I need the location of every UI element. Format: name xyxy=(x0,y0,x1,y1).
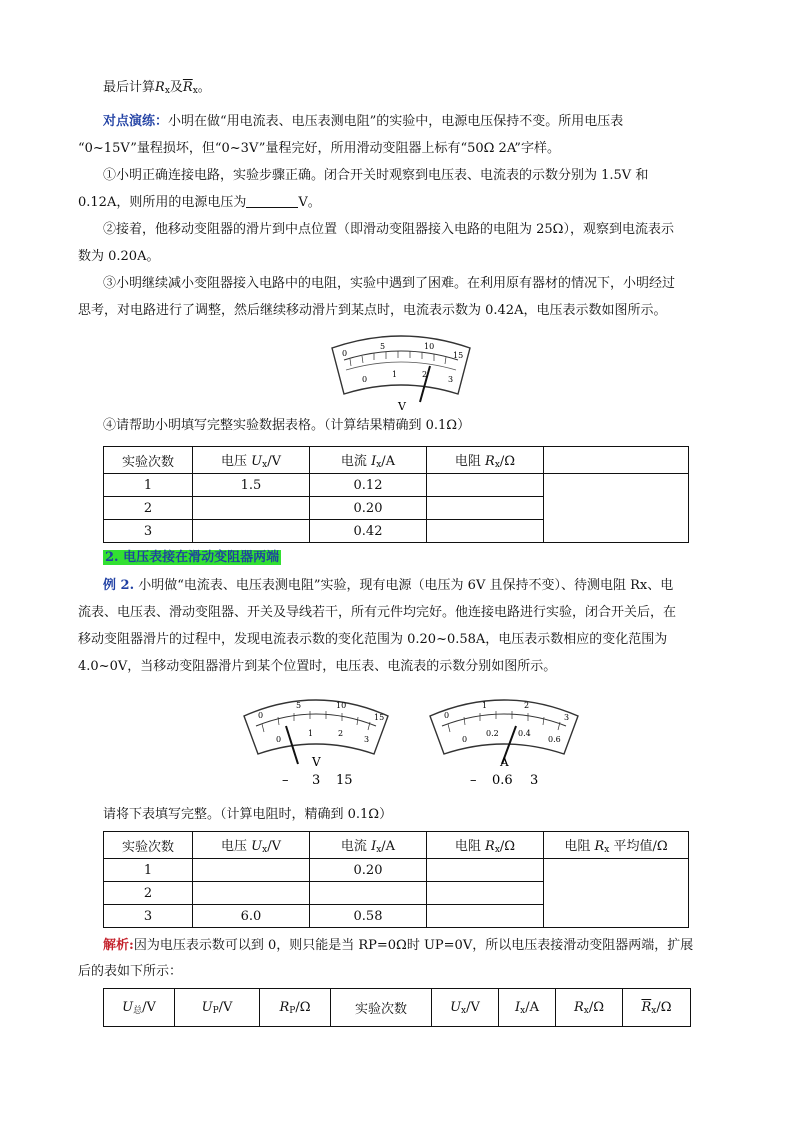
svg-text:A: A xyxy=(500,755,509,769)
practice-step-3a: ③小明继续减小变阻器接入电路中的电阻，实验中遇到了困难。在利用原有器材的情况下，小明经过 xyxy=(103,276,676,291)
ext-header: 实验次数 xyxy=(331,989,432,1027)
example-paragraph-1: 例 2. 小明做“电流表、电压表测电阻”实验，现有电源（电压为 6V 且保持不变）、待测电阻 Rx、电 xyxy=(103,578,674,593)
practice-label: 对点演练： xyxy=(103,114,169,129)
svg-text:1: 1 xyxy=(308,729,314,738)
table-header: 电阻 $R_x$ 平均值/Ω xyxy=(544,832,689,859)
svg-text:V: V xyxy=(312,755,321,769)
svg-text:2: 2 xyxy=(338,729,344,738)
svg-text:15: 15 xyxy=(374,713,385,722)
practice-step-3b: 思考，对电路进行了调整，然后继续移动滑片到某点时，电流表示数为 0.42A，电压表示数如图所示。 xyxy=(78,303,667,318)
table-row: 1 1.5 0.12 xyxy=(104,474,689,497)
svg-text:V: V xyxy=(398,400,406,412)
table-header: 电流 $I_x/A$ xyxy=(310,447,427,474)
table-row: 3 0.42 xyxy=(104,520,689,543)
answer-blank[interactable] xyxy=(246,194,298,208)
svg-text:1: 1 xyxy=(482,701,488,710)
ammeter-figure xyxy=(424,688,584,794)
practice-paragraph-2: “0~15V”量程损坏，但“0~3V”量程完好，所用滑动变阻器上标有“50Ω 2A”字样。 xyxy=(78,141,560,156)
table-row: 2 0.20 xyxy=(104,497,689,520)
table-header: 电压 $U_x/V$ xyxy=(193,832,310,859)
svg-text:1: 1 xyxy=(392,370,398,379)
svg-text:0: 0 xyxy=(362,375,368,384)
table-instruction: 请将下表填写完整。（计算电阻时，精确到 0.1Ω） xyxy=(103,807,393,822)
svg-text:–: – xyxy=(470,773,477,788)
practice-step-4: ④请帮助小明填写完整实验数据表格。（计算结果精确到 0.1Ω） xyxy=(103,418,471,433)
data-table-2 xyxy=(103,831,689,928)
example-label: 例 2. xyxy=(103,578,135,593)
ext-header: $R_P/\Omega$ xyxy=(260,989,331,1027)
svg-text:0: 0 xyxy=(342,349,348,358)
table-row: 2 xyxy=(104,882,689,905)
practice-step-1a: ①小明正确连接电路，实验步骤正确。闭合开关时观察到电压表、电流表的示数分别为 1.5V 和 xyxy=(103,168,649,183)
extended-table xyxy=(103,988,691,1027)
svg-text:5: 5 xyxy=(380,342,386,351)
analysis-label: 解析: xyxy=(103,938,134,953)
practice-step-2b: 数为 0.20A。 xyxy=(78,249,160,264)
svg-text:–: – xyxy=(282,773,289,788)
analysis-paragraph-1: 解析:因为电压表示数可以到 0，则只能是当 RP=0Ω时 UP=0V，所以电压表接滑动变阻器两端，扩展 xyxy=(103,938,694,953)
table-header: 实验次数 xyxy=(104,832,193,859)
voltmeter-figure-1 xyxy=(328,330,474,412)
svg-text:10: 10 xyxy=(424,342,435,351)
svg-text:3: 3 xyxy=(564,713,570,722)
ext-header: $U_总/V$ xyxy=(104,989,175,1027)
svg-text:0.4: 0.4 xyxy=(518,729,531,738)
svg-text:0: 0 xyxy=(444,711,450,720)
svg-text:0.2: 0.2 xyxy=(486,729,499,738)
table-header: 电压 $U_x/V$ xyxy=(193,447,310,474)
svg-text:0.6: 0.6 xyxy=(548,735,561,744)
svg-text:15: 15 xyxy=(336,773,353,788)
table-header: 电流 $I_x/A$ xyxy=(310,832,427,859)
ext-header: $R_x/\Omega$ xyxy=(556,989,623,1027)
section-title: 2. 电压表接在滑动变阻器两端 xyxy=(105,550,280,565)
svg-text:0: 0 xyxy=(462,735,468,744)
ext-header: $U_x/V$ xyxy=(432,989,499,1027)
svg-text:10: 10 xyxy=(336,701,347,710)
practice-step-1b: 0.12A，则所用的电源电压为 V。 xyxy=(78,195,321,210)
table-header xyxy=(544,447,689,474)
ext-header: $\overline{R}_x/\Omega$ xyxy=(623,989,691,1027)
svg-text:3: 3 xyxy=(364,735,370,744)
svg-text:15: 15 xyxy=(453,351,464,360)
svg-text:0: 0 xyxy=(258,711,264,720)
svg-text:0.6: 0.6 xyxy=(492,773,513,788)
practice-paragraph-1: 对点演练：小明在做“用电流表、电压表测电阻”的实验中，电源电压保持不变。所用电压表 xyxy=(103,114,624,129)
svg-text:5: 5 xyxy=(296,701,302,710)
table-row: 3 6.0 0.58 xyxy=(104,905,689,928)
table-header: 电阻 $R_x/\Omega$ xyxy=(427,447,544,474)
example-paragraph-3: 移动变阻器滑片的过程中，发现电流表示数的变化范围为 0.20~0.58A，电压表示数相应的变化范围为 xyxy=(78,632,668,647)
svg-text:3: 3 xyxy=(312,773,321,788)
example-paragraph-2: 流表、电压表、滑动变阻器、开关及导线若干，所有元件均完好。他连接电路进行实验，闭合开关后，在 xyxy=(78,605,677,620)
svg-text:3: 3 xyxy=(448,375,454,384)
table-row: 1 0.20 xyxy=(104,859,689,882)
analysis-paragraph-2: 后的表如下所示： xyxy=(78,964,183,979)
table-header: 实验次数 xyxy=(104,447,193,474)
intro-line: 最后计算$R_x$及$\overline{R}_x$。 xyxy=(103,80,211,96)
svg-text:2: 2 xyxy=(422,370,428,379)
ext-header: $U_P/V$ xyxy=(175,989,260,1027)
svg-text:3: 3 xyxy=(530,773,539,788)
table-merged-cell[interactable] xyxy=(544,474,689,543)
data-table-1 xyxy=(103,446,689,543)
ext-header: $I_x/A$ xyxy=(499,989,556,1027)
voltmeter-figure-2 xyxy=(238,688,394,794)
table-header: 电阻 $R_x/\Omega$ xyxy=(427,832,544,859)
svg-text:0: 0 xyxy=(276,735,282,744)
example-paragraph-4: 4.0~0V，当移动变阻器滑片到某个位置时，电压表、电流表的示数分别如图所示。 xyxy=(78,659,557,674)
svg-text:2: 2 xyxy=(524,701,530,710)
table-merged-cell[interactable] xyxy=(544,859,689,928)
practice-step-2a: ②接着，他移动变阻器的滑片到中点位置（即滑动变阻器接入电路的电阻为 25Ω），观察到电流表示 xyxy=(103,222,674,237)
